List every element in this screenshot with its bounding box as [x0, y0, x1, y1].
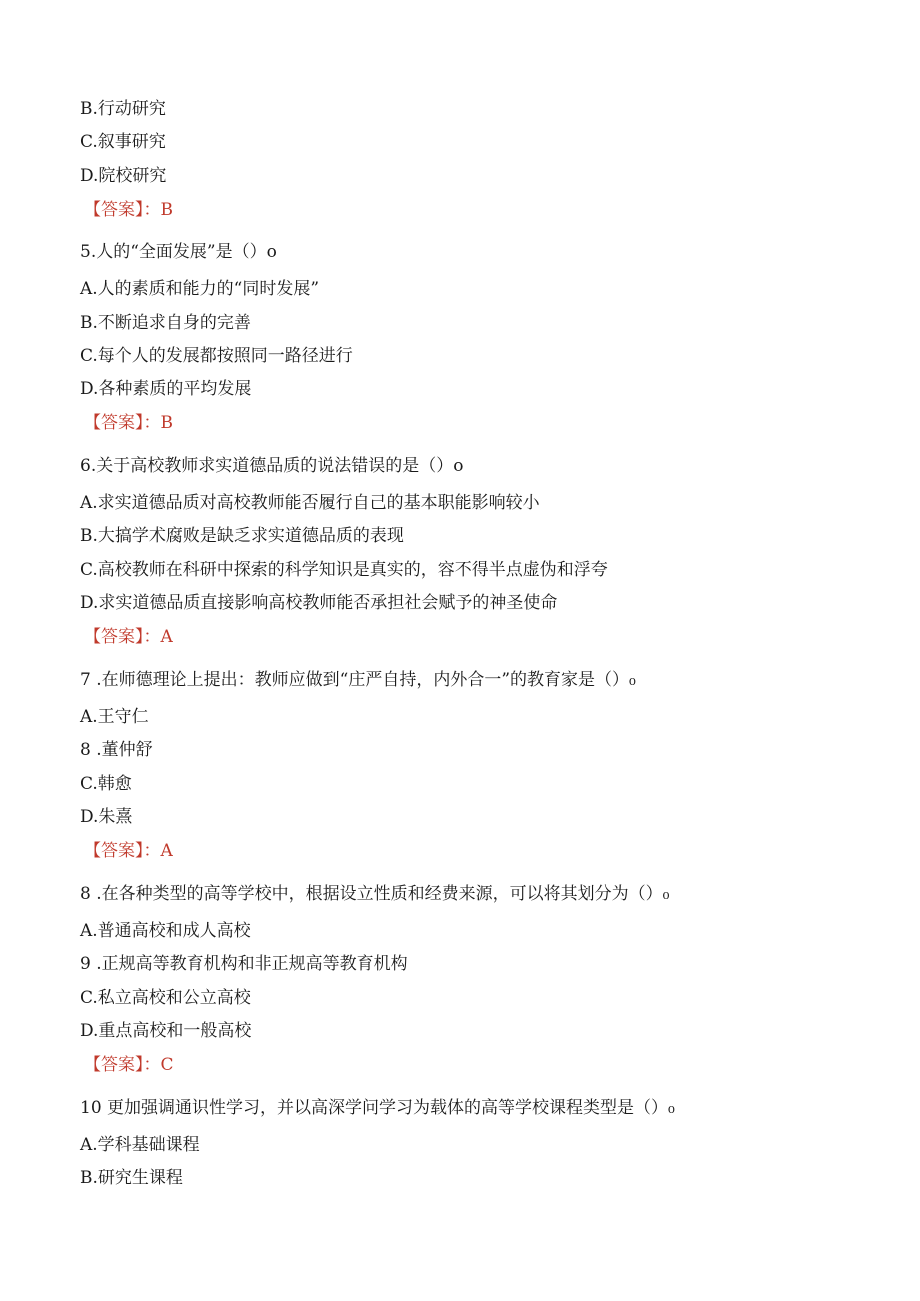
- option-line: B.行动研究: [80, 99, 166, 119]
- answer-line: 【答案】：B: [84, 413, 173, 433]
- option-line: C.私立高校和公立高校: [80, 988, 251, 1008]
- question-line: 7 .在师德理论上提出：教师应做到“庄严自持，内外合一”的教育家是（）₀: [80, 670, 636, 690]
- question-line: 6.关于高校教师求实道德品质的说法错误的是（）o: [80, 456, 464, 476]
- answer-line: 【答案】：A: [84, 841, 173, 861]
- option-line: 8 .董仲舒: [80, 740, 153, 760]
- option-line: A.王守仁: [80, 707, 149, 727]
- option-line: A.求实道德品质对高校教师能否履行自己的基本职能影响较小: [80, 493, 540, 513]
- option-line: C.韩愈: [80, 774, 132, 794]
- question-line: 10 更加强调通识性学习，并以高深学问学习为载体的高等学校课程类型是（）₀: [80, 1098, 675, 1118]
- option-line: B.研究生课程: [80, 1168, 183, 1188]
- option-line: A.人的素质和能力的“同时发展”: [80, 279, 320, 299]
- option-line: C.高校教师在科研中探索的科学知识是真实的，容不得半点虚伪和浮夸: [80, 560, 608, 580]
- option-line: D.各种素质的平均发展: [80, 379, 252, 399]
- option-line: C.每个人的发展都按照同一路径进行: [80, 346, 353, 366]
- option-line: D.朱熹: [80, 807, 133, 827]
- option-line: B.大搞学术腐败是缺乏求实道德品质的表现: [80, 526, 404, 546]
- option-line: D.重点高校和一般高校: [80, 1021, 252, 1041]
- question-line: 8 .在各种类型的高等学校中，根据设立性质和经费来源，可以将其划分为（）₀: [80, 884, 670, 904]
- option-line: 9 .正规高等教育机构和非正规高等教育机构: [80, 954, 408, 974]
- option-line: B.不断追求自身的完善: [80, 313, 251, 333]
- option-line: A.学科基础课程: [80, 1135, 200, 1155]
- option-line: D.求实道德品质直接影响高校教师能否承担社会赋予的神圣使命: [80, 593, 558, 613]
- answer-line: 【答案】：A: [84, 627, 173, 647]
- question-line: 5.人的“全面发展”是（）o: [80, 242, 277, 262]
- answer-line: 【答案】：B: [84, 200, 173, 220]
- option-line: A.普通高校和成人高校: [80, 921, 251, 941]
- answer-line: 【答案】：C: [84, 1055, 174, 1075]
- option-line: C.叙事研究: [80, 132, 166, 152]
- option-line: D.院校研究: [80, 166, 167, 186]
